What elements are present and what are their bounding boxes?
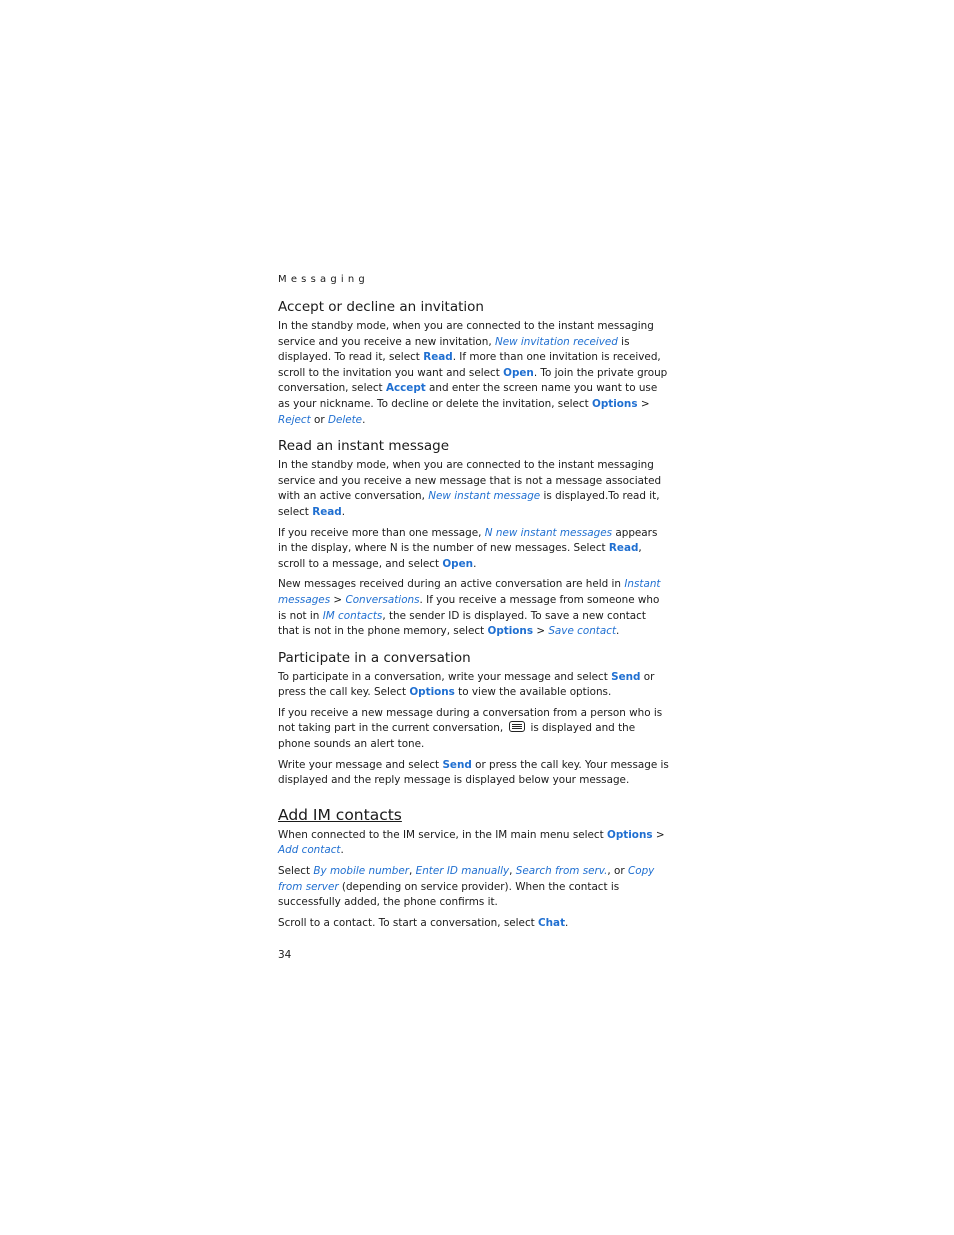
section-title: Add IM contacts [278, 805, 402, 824]
section-read-message [278, 437, 670, 640]
page-number: 34 [278, 949, 292, 961]
section-heading: Accept or decline an invitation [278, 299, 484, 315]
paragraph: When connected to the IM service, in the IM main menu select Options > Add contact. [278, 828, 665, 857]
section-heading: Participate in a conversation [278, 649, 471, 666]
softkey-term: Send [611, 670, 641, 683]
paragraph: Write your message and select Send or press the call key. Your message is displayed and the reply message is displayed below your message. [278, 758, 669, 787]
paragraph: In the standby mode, when you are connected to the instant messaging service and you receive a new invitation, New invitation received is displayed. To read it, select Read. If more than one invitation is received, scroll to the invitation you want and select Open. To join the private group conversation, select Accept and enter the screen name you want to use as your nickname. To decline or delete the invitation, select Options > Reject or Delete. [278, 320, 668, 426]
menu-term: Conversations [345, 593, 420, 606]
menu-term: Enter ID manually [415, 865, 510, 878]
softkey-term: Open [503, 366, 534, 379]
softkey-term: Options [591, 397, 638, 410]
menu-term: Reject [278, 413, 311, 426]
paragraph: Scroll to a contact. To start a conversation, select Chat. [278, 916, 569, 929]
menu-term: Add contact [278, 844, 341, 857]
menu-term: By mobile number [313, 865, 410, 878]
section-add-im-contacts [278, 805, 670, 932]
running-head: Messaging [278, 274, 369, 285]
softkey-term: Options [607, 828, 653, 841]
softkey-term: Accept [385, 382, 426, 395]
menu-term: Search from serv. [515, 865, 608, 878]
softkey-term: Read [312, 505, 342, 518]
softkey-term: Open [442, 557, 474, 570]
paragraph: If you receive more than one message, N new instant messages appears in the display, where N is the number of new messages. Select Read, scroll to a message, and select Open. [278, 526, 658, 570]
menu-term: N new instant messages [484, 526, 613, 539]
message-indicator-icon [509, 721, 525, 732]
softkey-term: Options [487, 625, 534, 638]
menu-term: Copy from server [278, 865, 655, 893]
softkey-term: Read [608, 542, 639, 555]
menu-term: Instant messages [278, 578, 661, 606]
section-accept-invitation [278, 298, 670, 428]
paragraph: To participate in a conversation, write your message and select Send or press the call key. Select Options to view the available options. [278, 670, 655, 699]
paragraph: If you receive a new message during a conversation from a person who is not taking part in the current conversation, is displayed and the phone sounds an alert tone. [278, 706, 663, 751]
menu-term: New instant message [428, 490, 541, 503]
menu-term: Delete [327, 413, 363, 426]
softkey-term: Read [423, 351, 453, 364]
menu-term: New invitation received [494, 335, 618, 348]
menu-term: Save contact [548, 625, 617, 638]
softkey-term: Chat [538, 916, 566, 929]
softkey-term: Options [409, 686, 455, 699]
page-content [278, 298, 670, 940]
softkey-term: Send [442, 758, 472, 771]
section-heading: Read an instant message [278, 438, 450, 455]
paragraph: Select By mobile number, Enter ID manually, Search from serv., or Copy from server (depending on service provider). When the contact is successfully added, the phone confirms it. [278, 865, 655, 909]
menu-term: IM contacts [322, 609, 383, 622]
section-participate [278, 649, 670, 789]
paragraph: New messages received during an active conversation are held in Instant messages > Conversations. If you receive a message from someone who is not in IM contacts, the sender ID is displayed. To save a new contact that is not in the phone memory, select Options > Save contact. [278, 578, 661, 638]
paragraph: In the standby mode, when you are connected to the instant messaging service and you receive a new message that is not a message associated with an active conversation, New instant message is displayed.To read it, select Read. [278, 459, 662, 518]
